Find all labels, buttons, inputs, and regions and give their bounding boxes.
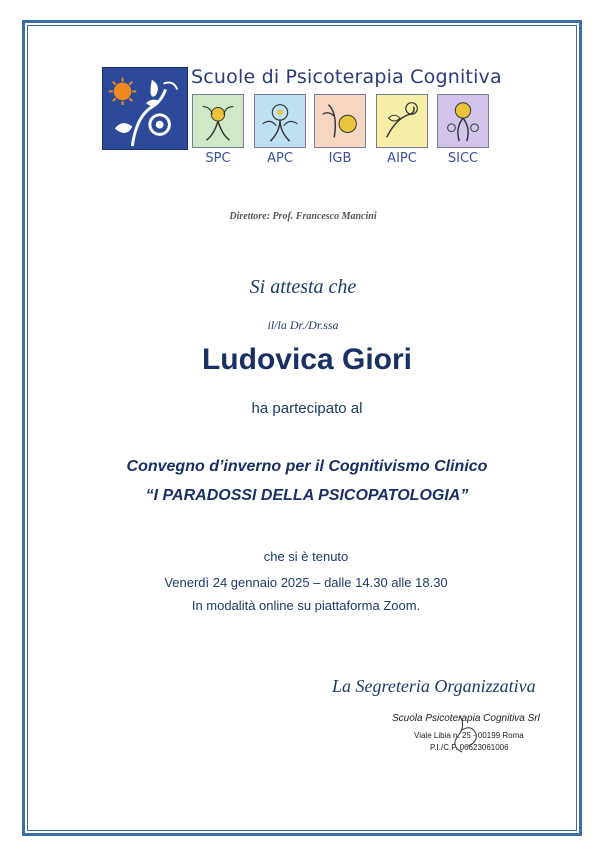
main-logo bbox=[102, 67, 188, 150]
apc-flower-icon bbox=[255, 95, 305, 147]
event-mode: In modalità online su piattaforma Zoom. bbox=[191, 598, 421, 613]
attesta-heading: Si attesta che bbox=[249, 276, 357, 298]
aipc-logo-tile bbox=[376, 94, 428, 148]
logo-title: Scuole di Psicoterapia Cognitiva bbox=[191, 66, 502, 88]
participant-name: Ludovica Giori bbox=[201, 343, 413, 376]
participated-text: ha partecipato al bbox=[251, 400, 363, 417]
signature-office: La Segreteria Organizzativa bbox=[332, 676, 536, 696]
spc-logo-tile bbox=[192, 94, 244, 148]
flower-emblem-icon bbox=[103, 68, 187, 149]
school-label-igb: IGB bbox=[328, 151, 352, 166]
event-subtitle: “I PARADOSSI DELLA PSICOPATOLOGIA” bbox=[145, 487, 469, 504]
event-title: Convegno d’inverno per il Cognitivismo Clinico bbox=[126, 458, 488, 475]
school-label-spc: SPC bbox=[205, 151, 231, 166]
event-date: Venerdì 24 gennaio 2025 – dalle 14.30 alle 18.30 bbox=[164, 575, 448, 590]
aipc-flower-icon bbox=[377, 95, 427, 147]
apc-logo-tile bbox=[254, 94, 306, 148]
spc-flower-icon bbox=[193, 95, 243, 147]
handwritten-signature bbox=[440, 708, 500, 758]
stamp-address: Viale Libia n. 25 - 00199 Roma bbox=[414, 731, 524, 740]
stamp-vat: P.I./C.F. 06623061006 bbox=[430, 743, 509, 752]
igb-flower-icon bbox=[315, 95, 365, 147]
title-prefix: il/la Dr./Dr.ssa bbox=[267, 318, 339, 332]
school-label-sicc: SICC bbox=[447, 151, 479, 166]
director-line: Direttore: Prof. Francesco Mancini bbox=[229, 211, 377, 222]
sicc-flower-icon bbox=[438, 95, 488, 147]
school-label-apc: APC bbox=[267, 151, 293, 166]
stamp-company: Scuola Psicoterapia Cognitiva Srl bbox=[392, 713, 540, 724]
sicc-logo-tile bbox=[437, 94, 489, 148]
igb-logo-tile bbox=[314, 94, 366, 148]
held-text: che si è tenuto bbox=[263, 549, 349, 564]
school-label-aipc: AIPC bbox=[387, 151, 417, 166]
